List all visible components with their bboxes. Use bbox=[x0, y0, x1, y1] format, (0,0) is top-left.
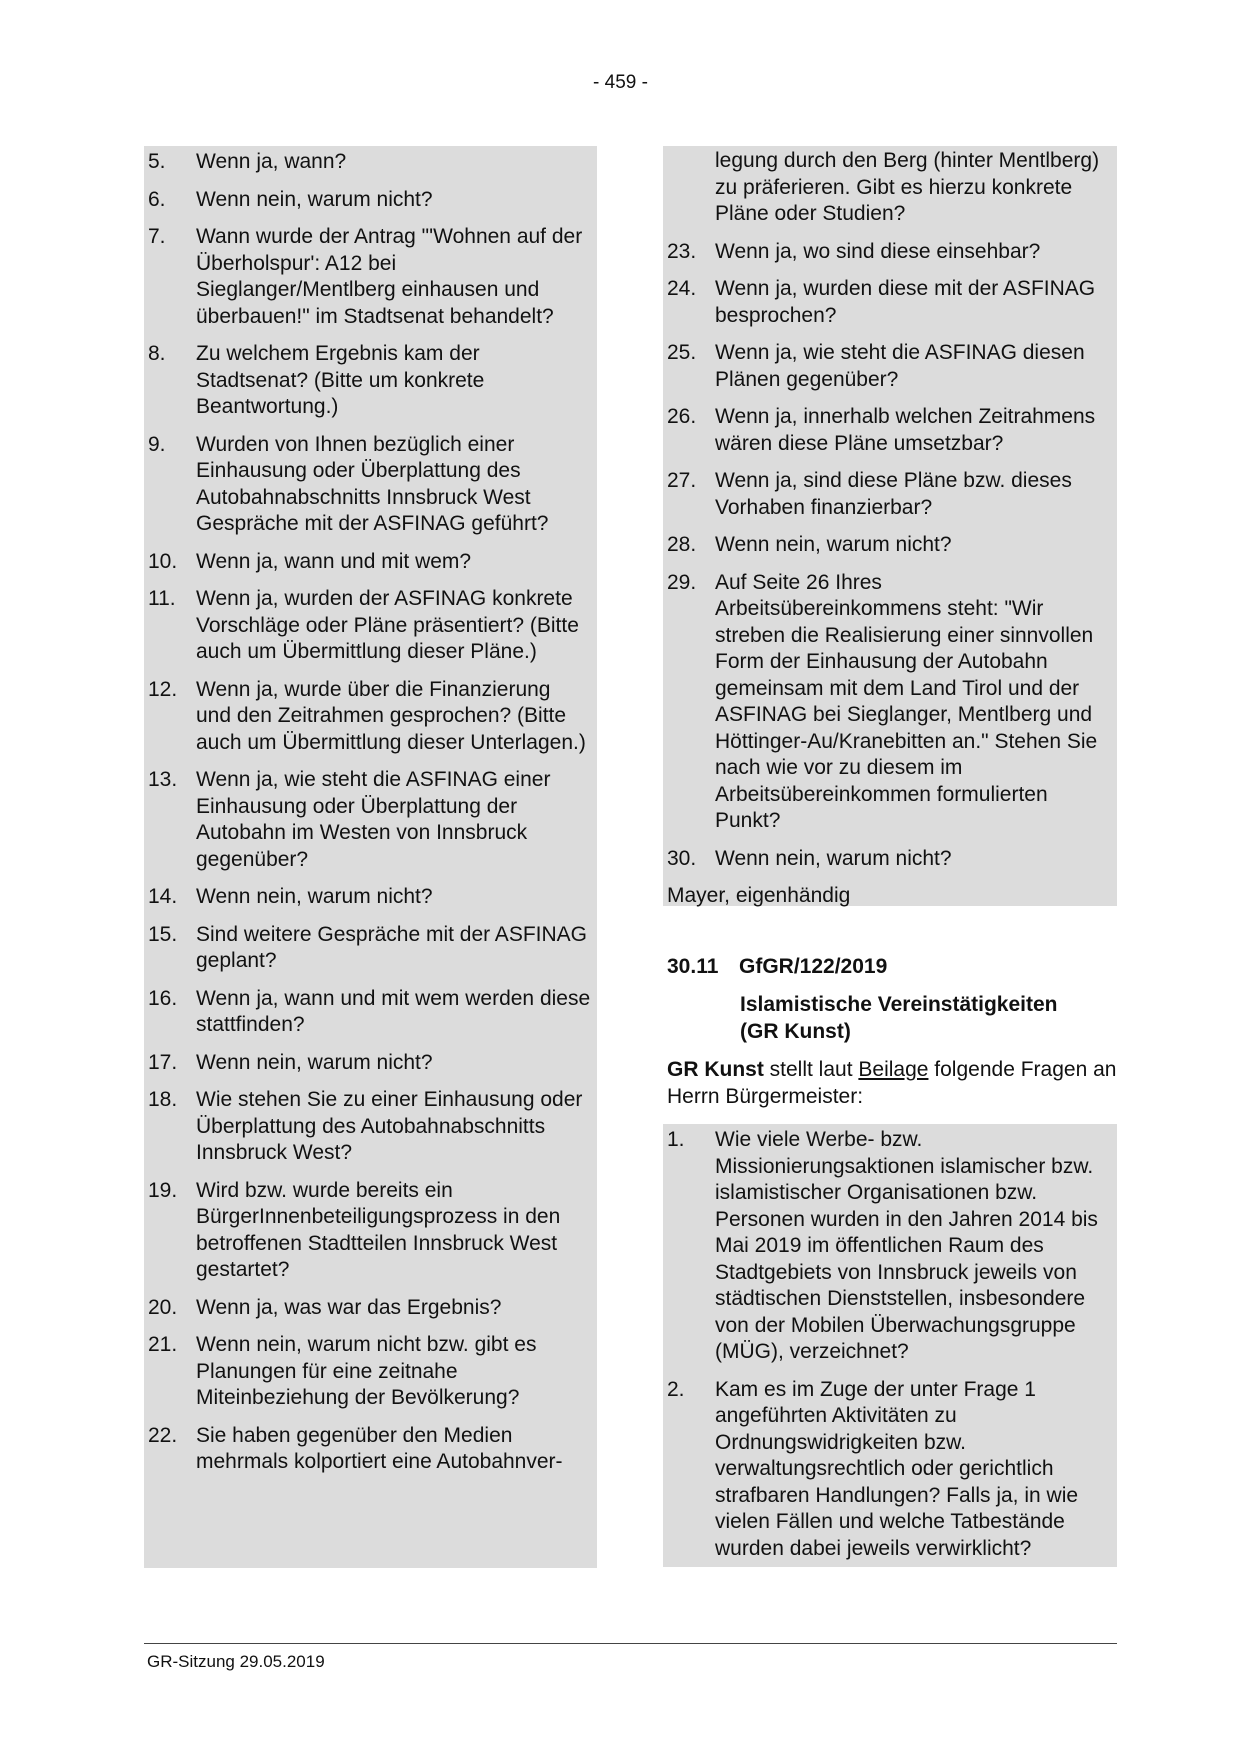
question-item bbox=[148, 884, 591, 911]
question-item bbox=[148, 586, 591, 666]
question-number: 28. bbox=[667, 533, 697, 556]
left-question-column bbox=[144, 146, 597, 1568]
question-item bbox=[148, 767, 591, 873]
question-number: 6. bbox=[148, 187, 166, 211]
question-number: 25. bbox=[667, 341, 697, 364]
question-text: Wie stehen Sie zu einer Einhausung oder Überplattung des Autobahnabschnitts Innsbruck West? bbox=[196, 1088, 583, 1164]
question-number: 5. bbox=[148, 150, 166, 173]
question-text: Kam es im Zuge der unter Frage 1 angeführten Aktivitäten zu Ordnungswidrigkeiten bzw. verwaltungsrechtlich oder gerichtlich strafbaren Handlungen? Falls ja, in wie vielen Fällen und welche Tatbestände wurden dabei jeweils verwirklicht? bbox=[715, 1377, 1079, 1560]
question-text: Wenn ja, wurden diese mit der ASFINAG besprochen? bbox=[715, 277, 1096, 327]
question-text: Wann wurde der Antrag "'Wohnen auf der Überholspur': A12 bei Sieglanger/Mentlberg einhausen und überbauen!" im Stadtsenat behandelt? bbox=[196, 225, 583, 328]
question-text: Wenn ja, wo sind diese einsehbar? bbox=[715, 239, 1041, 263]
question-item bbox=[667, 846, 1111, 873]
question-text: Sie haben gegenüber den Medien mehrmals kolportiert eine Autobahnver- bbox=[196, 1423, 563, 1473]
question-item bbox=[148, 1050, 591, 1077]
question-item bbox=[148, 187, 591, 214]
signature: Mayer, eigenhändig bbox=[667, 884, 851, 907]
right-question-column-bottom bbox=[663, 1124, 1117, 1567]
question-number: 27. bbox=[667, 469, 697, 492]
question-item bbox=[667, 404, 1111, 457]
question-number: 29. bbox=[667, 570, 697, 594]
question-text: Auf Seite 26 Ihres Arbeitsübereinkommens steht: "Wir streben die Realisierung einer sinnvollen Form der Einhausung der Autobahn gemeinsam mit dem Land Tirol und der ASFINAG bei Sieglanger, Mentlberg und Höttinger-Au/Kranebitten an." Stehen Sie nach wie vor zu diesem im Arbeitsübereinkommen formulierten Punkt? bbox=[715, 570, 1098, 832]
question-number: 8. bbox=[148, 342, 166, 365]
question-item bbox=[667, 468, 1111, 521]
question-text: Wenn ja, wann und mit wem werden diese stattfinden? bbox=[196, 986, 591, 1036]
question-number: 20. bbox=[148, 1295, 178, 1319]
agenda-item-heading bbox=[667, 954, 1117, 981]
question-item bbox=[667, 532, 1111, 559]
question-item bbox=[148, 677, 591, 757]
question-number: 14. bbox=[148, 885, 178, 908]
question-number: 19. bbox=[148, 1178, 178, 1202]
question-text: Zu welchem Ergebnis kam der Stadtsenat? (Bitte um konkrete Beantwortung.) bbox=[196, 342, 485, 418]
question-number: 17. bbox=[148, 1050, 178, 1074]
question-text: Wenn ja, wurden der ASFINAG konkrete Vorschläge oder Pläne präsentiert? (Bitte auch um Übermittlung dieser Pläne.) bbox=[196, 587, 579, 663]
agenda-subject bbox=[740, 992, 1120, 1045]
question-list-right-bottom bbox=[663, 1124, 1117, 1562]
question-item bbox=[148, 149, 591, 176]
question-item bbox=[667, 1127, 1113, 1366]
question-text: Sind weitere Gespräche mit der ASFINAG geplant? bbox=[196, 922, 587, 972]
question-text: Wenn nein, warum nicht bzw. gibt es Planungen für eine zeitnahe Miteinbeziehung der Bevölkerung? bbox=[196, 1333, 537, 1409]
question-item bbox=[148, 986, 591, 1039]
question-number: 10. bbox=[148, 549, 178, 573]
footer-session-date: GR-Sitzung 29.05.2019 bbox=[147, 1652, 325, 1671]
question-text: Wenn ja, wie steht die ASFINAG einer Einhausung oder Überplattung der Autobahn im Westen von Innsbruck gegenüber? bbox=[196, 768, 551, 871]
question-number: 18. bbox=[148, 1088, 178, 1111]
question-number: 13. bbox=[148, 768, 178, 791]
question-number: 24. bbox=[667, 277, 697, 300]
right-question-column-top bbox=[663, 146, 1117, 906]
question-text: Wenn ja, wie steht die ASFINAG diesen Plänen gegenüber? bbox=[715, 341, 1085, 391]
question-number: 15. bbox=[148, 922, 178, 946]
question-number: 1. bbox=[667, 1128, 685, 1151]
page-number: - 459 - bbox=[593, 72, 648, 93]
footer-divider bbox=[144, 1643, 1117, 1644]
agenda-intro bbox=[667, 1056, 1119, 1110]
agenda-subject-line-1: Islamistische Vereinstätigkeiten bbox=[740, 993, 1058, 1016]
question-continuation: legung durch den Berg (hinter Mentlberg) zu präferieren. Gibt es hierzu konkrete Pläne oder Studien? bbox=[715, 149, 1100, 225]
intro-name: GR Kunst bbox=[667, 1058, 764, 1081]
intro-part-1: stellt laut bbox=[769, 1058, 853, 1081]
question-text: Wenn nein, warum nicht? bbox=[196, 885, 433, 908]
question-item bbox=[667, 570, 1111, 835]
question-text: Wenn ja, innerhalb welchen Zeitrahmens wären diese Pläne umsetzbar? bbox=[715, 405, 1096, 455]
question-list-right-top bbox=[663, 239, 1117, 873]
question-text: Wenn ja, wann? bbox=[196, 150, 347, 173]
question-item bbox=[667, 340, 1111, 393]
agenda-number: 30.11 bbox=[667, 955, 719, 978]
beilage-link[interactable]: Beilage bbox=[858, 1058, 929, 1081]
question-item bbox=[148, 1332, 591, 1412]
question-number: 30. bbox=[667, 846, 697, 870]
question-item bbox=[148, 1087, 591, 1167]
question-item bbox=[667, 1377, 1113, 1563]
question-number: 22. bbox=[148, 1423, 178, 1447]
question-text: Wenn nein, warum nicht? bbox=[715, 533, 952, 556]
question-item bbox=[148, 224, 591, 330]
question-text: Wenn nein, warum nicht? bbox=[196, 1050, 433, 1074]
question-text: Wurden von Ihnen bezüglich einer Einhausung oder Überplattung des Autobahnabschnitts Innsbruck West Gespräche mit der ASFINAG geführt? bbox=[196, 432, 549, 535]
question-item bbox=[148, 341, 591, 421]
question-number: 11. bbox=[148, 587, 176, 610]
question-number: 16. bbox=[148, 986, 178, 1010]
question-number: 26. bbox=[667, 405, 697, 428]
question-item bbox=[667, 276, 1111, 329]
question-number: 23. bbox=[667, 239, 697, 263]
question-text: Wird bzw. wurde bereits ein BürgerInnenbeteiligungsprozess in den betroffenen Stadtteilen Innsbruck West gestartet? bbox=[196, 1178, 561, 1281]
question-text: Wenn nein, warum nicht? bbox=[715, 846, 952, 870]
question-item bbox=[148, 922, 591, 975]
question-list-left bbox=[144, 146, 597, 1476]
question-text: Wenn ja, wurde über die Finanzierung und den Zeitrahmen gesprochen? (Bitte auch um Übermittlung dieser Unterlagen.) bbox=[196, 677, 586, 754]
question-item bbox=[667, 239, 1111, 266]
question-number: 21. bbox=[148, 1333, 178, 1356]
question-number: 9. bbox=[148, 432, 166, 456]
question-text: Wenn ja, was war das Ergebnis? bbox=[196, 1295, 502, 1319]
question-text: Wenn ja, wann und mit wem? bbox=[196, 549, 472, 573]
question-text: Wenn ja, sind diese Pläne bzw. dieses Vorhaben finanzierbar? bbox=[715, 469, 1072, 519]
intro-part-2: folgende Fragen an Herrn Bürgermeister: bbox=[667, 1058, 1117, 1108]
agenda-subject-line-2: (GR Kunst) bbox=[740, 1019, 851, 1043]
question-item bbox=[148, 1295, 591, 1322]
question-number: 12. bbox=[148, 677, 178, 701]
question-text: Wie viele Werbe- bzw. Missionierungsaktionen islamischer bzw. islamistischer Organisationen bzw. Personen wurden in den Jahren 2014 bis Mai 2019 im öffentlichen Raum des Stadtgebiets von Innsbruck jeweils von städtischen Dienststellen, insbesondere von der Mobilen Überwachungsgruppe (MÜG), verzeichnet? bbox=[715, 1128, 1098, 1363]
question-item bbox=[148, 1178, 591, 1284]
agenda-reference: GfGR/122/2019 bbox=[739, 955, 888, 978]
question-text: Wenn nein, warum nicht? bbox=[196, 187, 433, 211]
question-number: 7. bbox=[148, 225, 166, 248]
question-number: 2. bbox=[667, 1377, 685, 1401]
question-item bbox=[148, 1423, 591, 1476]
question-item bbox=[148, 432, 591, 538]
question-item bbox=[148, 549, 591, 576]
